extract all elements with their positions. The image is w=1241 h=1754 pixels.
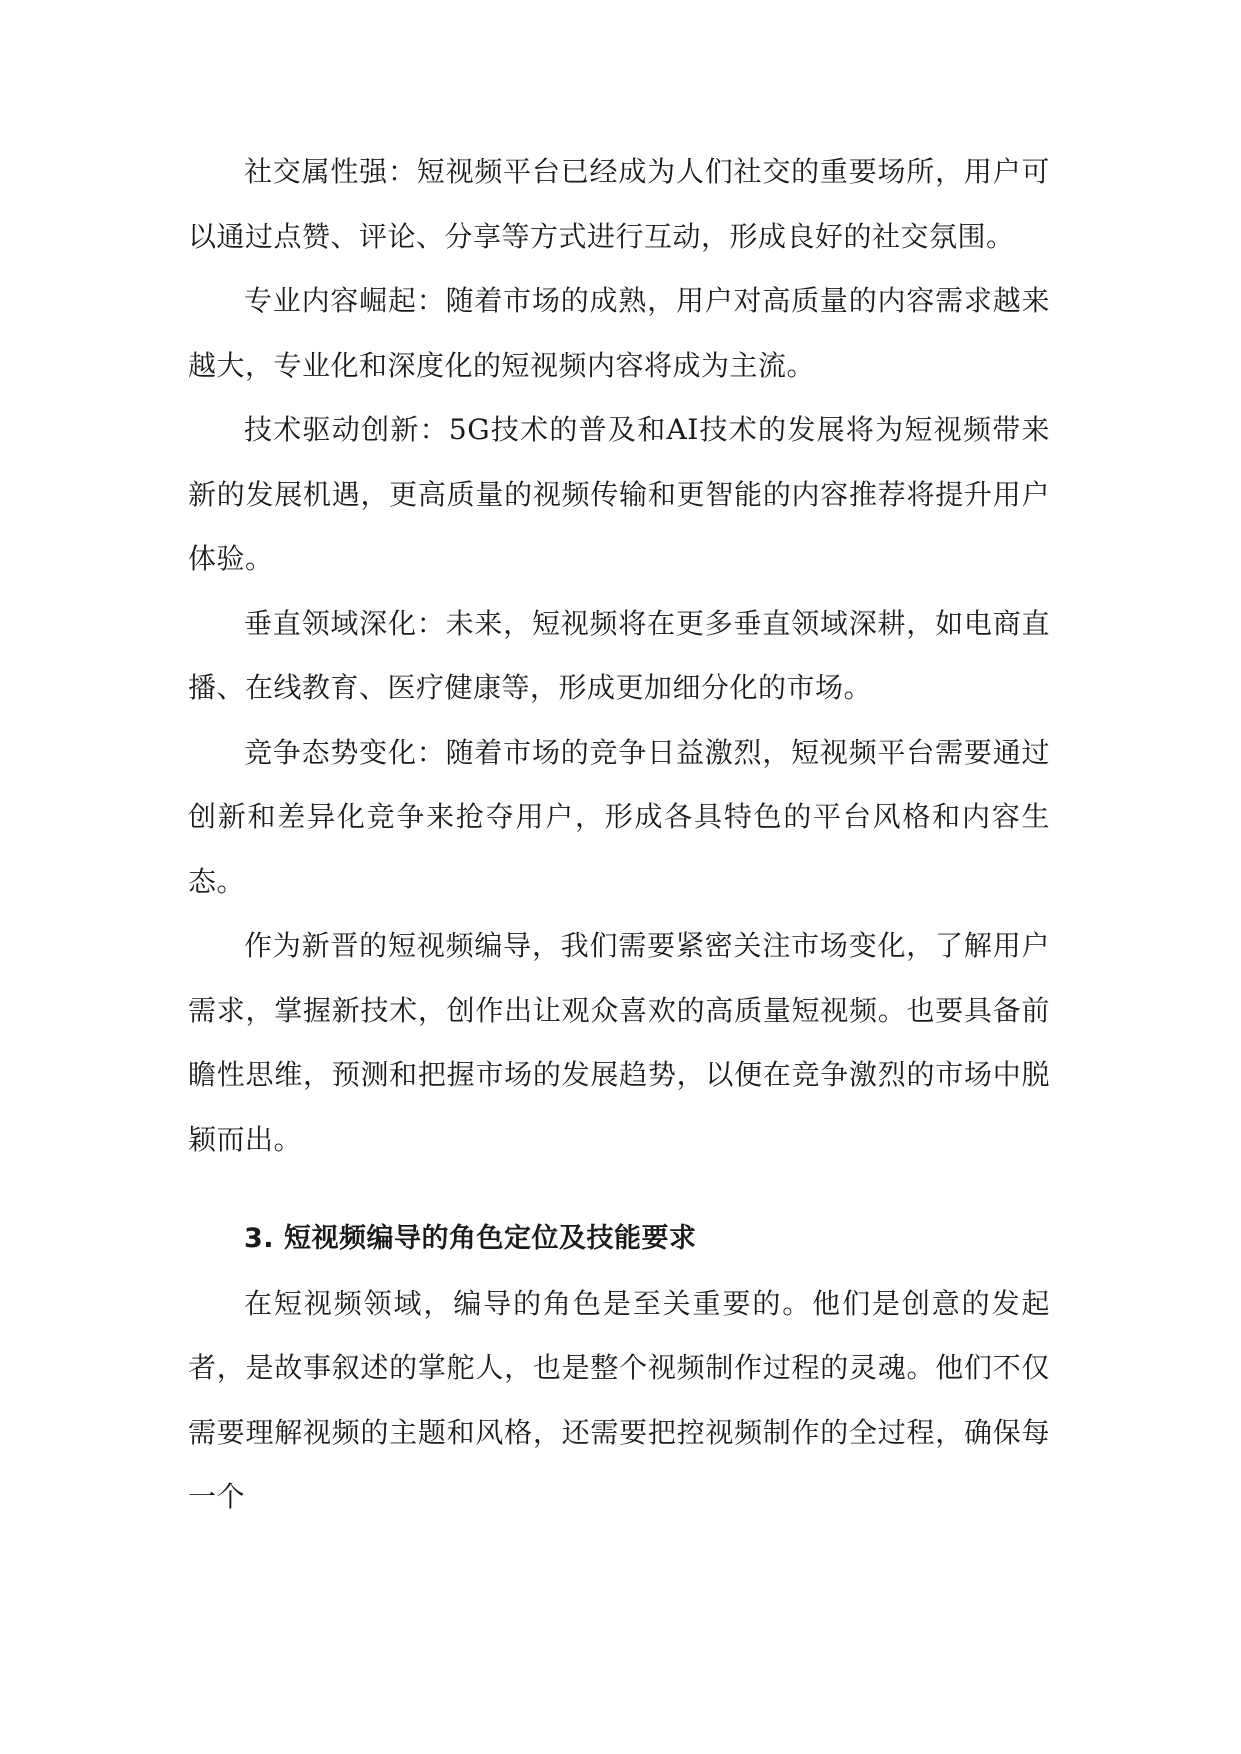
document-body bbox=[188, 140, 1050, 1530]
paragraph-professional-content: 专业内容崛起：随着市场的成熟，用户对高质量的内容需求越来越大，专业化和深度化的短视频内容将成为主流。 bbox=[188, 284, 1050, 382]
paragraph-vertical-domains: 垂直领域深化：未来，短视频将在更多垂直领域深耕，如电商直播、在线教育、医疗健康等，形成更加细分化的市场。 bbox=[188, 606, 1050, 704]
paragraph-technology-innovation: 技术驱动创新：5G技术的普及和AI技术的发展将为短视频带来新的发展机遇，更高质量的视频传输和更智能的内容推荐将提升用户体验。 bbox=[188, 413, 1050, 575]
paragraph-new-director: 作为新晋的短视频编导，我们需要紧密关注市场变化，了解用户需求，掌握新技术，创作出让观众喜欢的高质量短视频。也要具备前瞻性思维，预测和把握市场的发展趋势，以便在竞争激烈的市场中脱颖而出。 bbox=[188, 929, 1050, 1156]
paragraph-competition: 竞争态势变化：随着市场的竞争日益激烈，短视频平台需要通过创新和差异化竞争来抢夺用户，形成各具特色的平台风格和内容生态。 bbox=[188, 735, 1050, 898]
section-heading: 3. 短视频编导的角色定位及技能要求 bbox=[244, 1223, 697, 1254]
paragraph-director-role: 在短视频领域，编导的角色是至关重要的。他们是创意的发起者，是故事叙述的掌舵人，也是整个视频制作过程的灵魂。他们不仅需要理解视频的主题和风格，还需要把控视频制作的全过程，确保每一个 bbox=[188, 1286, 1050, 1513]
paragraph-social-attributes: 社交属性强：短视频平台已经成为人们社交的重要场所，用户可以通过点赞、评论、分享等方式进行互动，形成良好的社交氛围。 bbox=[188, 155, 1050, 253]
